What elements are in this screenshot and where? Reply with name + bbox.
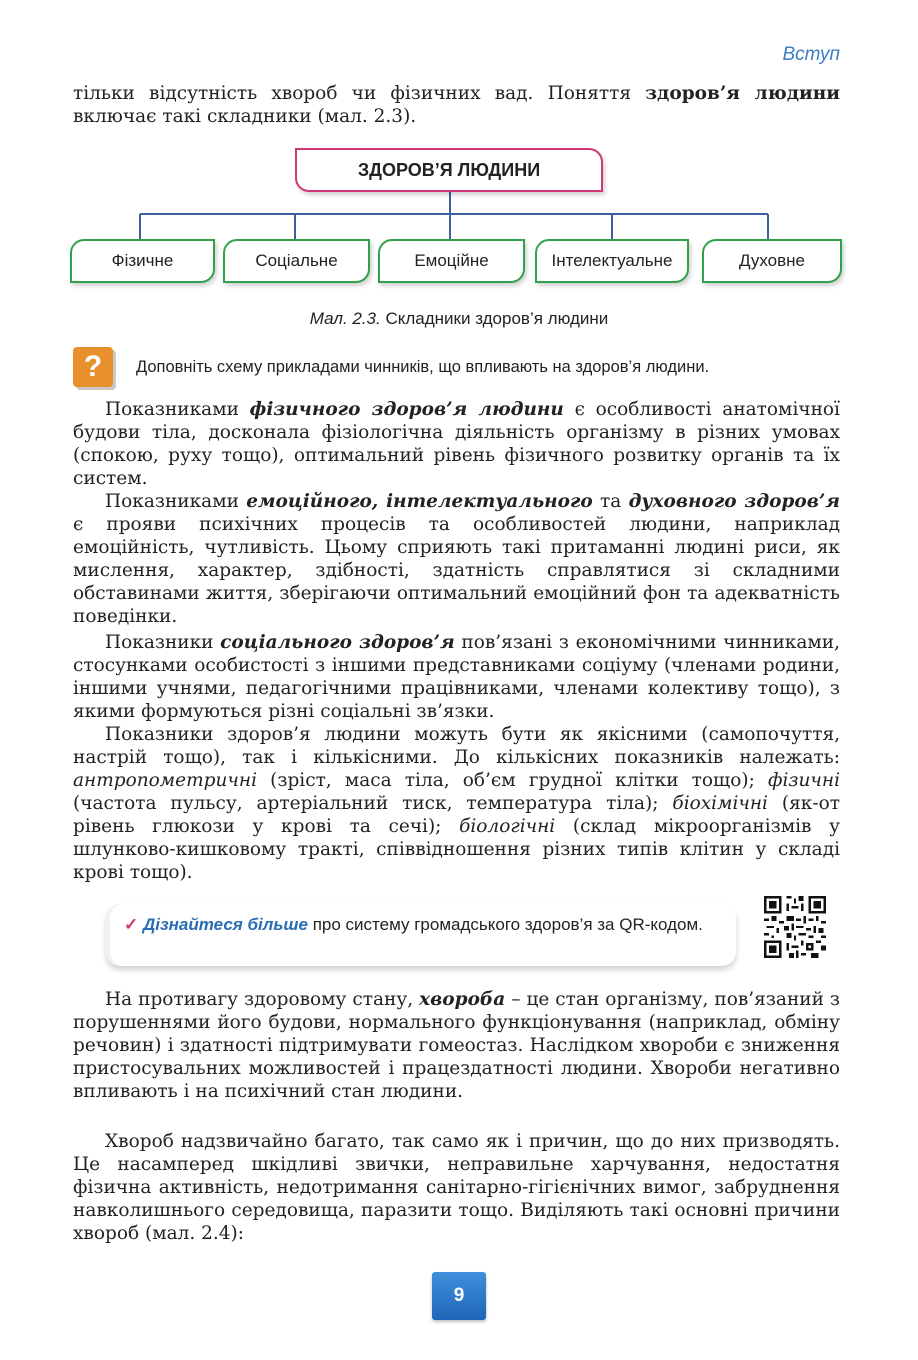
p4-term-anthropometric: антропометричні [73, 770, 257, 791]
diagram-child-physical: Фізичне [70, 239, 215, 283]
question-icon-glyph: ? [83, 350, 103, 383]
p4-text-c: (зріст, маса тіла, об’єм грудної клітки тощо); [257, 770, 768, 791]
learn-more-text: про систему громадського здоров’я за QR-кодом. [308, 915, 703, 934]
p4-term-biochemical: біохімічні [672, 793, 768, 814]
p5-text-c: – це стан організму, пов’язаний з порушеннями його будови, нормального функціонування (наприклад, обміну речовин) і здатності підтримувати гомеостаз. Наслідком хвороби є зниження пристосувальних можливостей і працездатності людини. Хвороби негативно впливають і на психічний стан людини. [73, 989, 841, 1102]
p4-text-i: (склад мікроорганізмів у шлунково-кишковому тракті, співвідношення різних типів клітин у складі крові тощо). [73, 816, 840, 883]
qr-code-icon[interactable] [764, 896, 826, 958]
p2-text-c: та [592, 491, 629, 512]
learn-more-highlight: Дізнайтеся більше [142, 915, 308, 934]
task-text: Доповніть схему прикладами чинників, що впливають на здоров’я людини. [136, 358, 710, 376]
figure-caption [0, 309, 918, 329]
p3-term: соціального здоров’я [220, 632, 455, 653]
page-number: 9 [453, 1285, 465, 1306]
paragraph-disease-definition [73, 988, 840, 1103]
intro-bold-term: здоров’я людини [645, 83, 841, 104]
intro-text-end: включає такі складники (мал. 2.3). [73, 106, 417, 127]
diagram-child-social: Соціальне [223, 239, 370, 283]
diagram-child-spiritual: Духовне [702, 239, 842, 283]
p4-term-biological: біологічні [459, 816, 556, 837]
p2-text-a: Показниками [105, 491, 247, 512]
question-icon [73, 347, 113, 387]
paragraph-disease-causes [73, 1130, 840, 1245]
p5-text-a: На противагу здоровому стану, [105, 989, 420, 1010]
health-components-diagram [0, 0, 918, 300]
p4-text-e: (частота пульсу, артеріальний тиск, температура тіла); [73, 793, 673, 814]
p1-text-c: є особливості анатомічної будови тіла, досконала фізіологічна діяльність організму в різних умовах (спокою, руху тощо), оптимальний рівень фізичного розвитку органів та їх систем. [73, 399, 840, 489]
p5-term: хвороба [419, 989, 506, 1010]
p2-term-2: духовного здоров’я [628, 491, 841, 512]
paragraph-physical-health [73, 398, 840, 490]
p4-term-physical: фізичні [767, 770, 840, 791]
diagram-child-emotional: Емоційне [378, 239, 525, 283]
paragraph-health-indicators [73, 723, 840, 884]
p2-text-e: є прояви психічних процесів та особливостей людини, наприклад емоційність, чутливість. Цьому сприяють такі притаманні людині риси, як мислення, характер, здібності, здатність справлятися зі складними обставинами життя, зберігаючи оптимальний емоційний фон та адекватність поведінки. [73, 514, 840, 627]
p1-term: фізичного здоров’я людини [249, 399, 564, 420]
figure-caption-label: Мал. 2.3. [309, 309, 381, 328]
check-icon: ✓ [124, 915, 139, 934]
diagram-root-box: ЗДОРОВ’Я ЛЮДИНИ [295, 148, 603, 192]
figure-caption-text: Складники здоров’я людини [380, 309, 609, 328]
p3-text-a: Показники [105, 632, 221, 653]
p4-text-a: Показники здоров’я людини можуть бути як якісними (самопочуття, настрій тощо), так і кількісними. До кількісних показників належать: [73, 724, 840, 768]
p3-text-c: пов’язані з економічними чинниками, стосунками особистості з іншими представниками соціуму (членами родини, іншими учнями, педагогічними працівниками, членами колективу тощо), з якими формуються різні соціальні зв’язки. [73, 632, 841, 722]
p1-text-a: Показниками [105, 399, 250, 420]
p6-text: Хвороб надзвичайно багато, так само як і причин, що до них призводять. Це насамперед шкідливі звички, неправильне харчування, недостатня фізична активність, недотримання санітарно-гігієнічних вимог, забруднення навколишнього середовища, паразити тощо. Виділяють такі основні причини хвороб (мал. 2.4): [73, 1131, 840, 1244]
paragraph-emotional-health [73, 490, 840, 628]
diagram-child-intellectual: Інтелектуальне [535, 239, 689, 283]
p4-text-g: (як-от рівень глюкози у крові та сечі); [73, 793, 840, 837]
intro-text-start: тільки відсутність хвороб чи фізичних вад. Поняття [73, 83, 646, 104]
p2-term-1: емоційного, інтелектуального [246, 491, 593, 512]
paragraph-social-health [73, 631, 840, 723]
learn-more-box [106, 904, 736, 966]
running-header: Вступ [782, 44, 840, 65]
page-number-badge [432, 1272, 486, 1320]
